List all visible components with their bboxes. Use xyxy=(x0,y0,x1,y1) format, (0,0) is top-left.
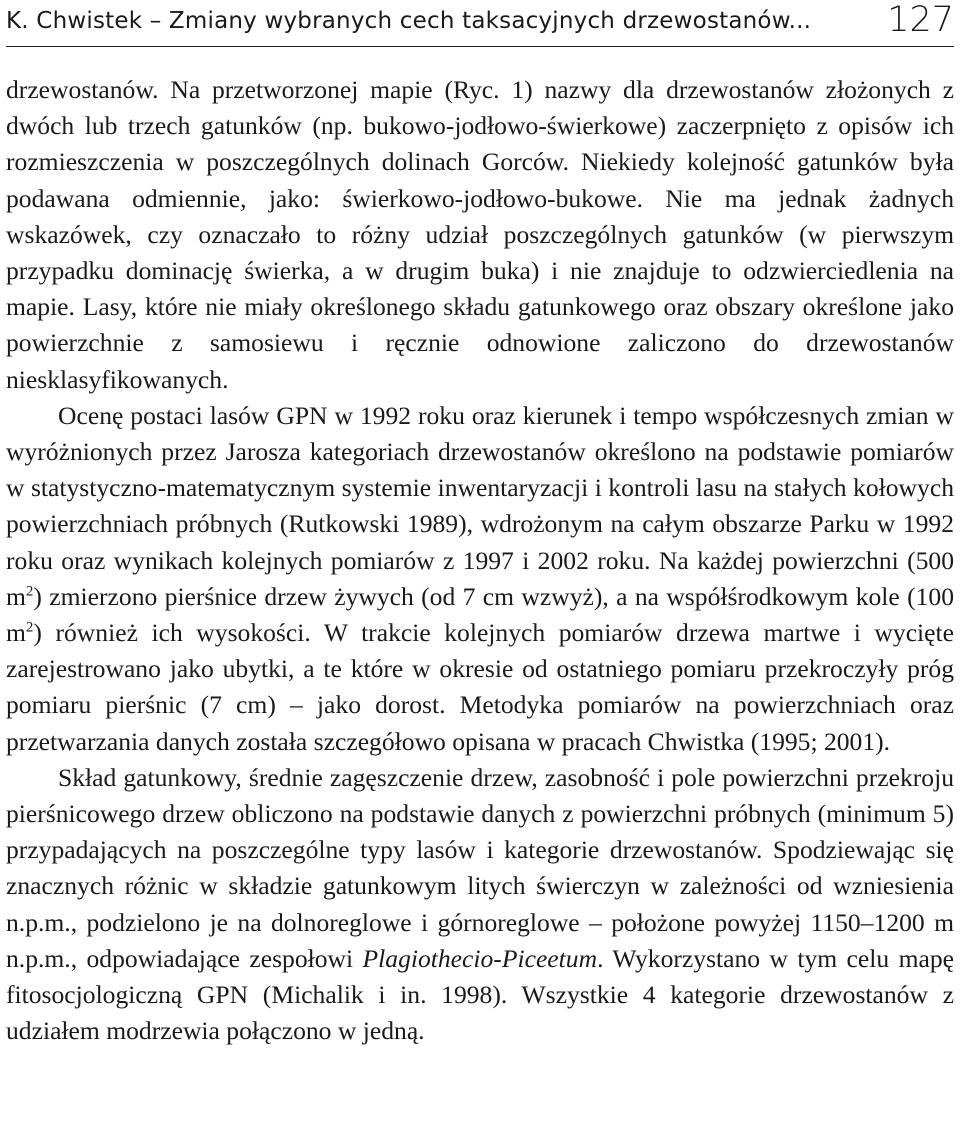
paragraph xyxy=(6,760,954,1050)
text-run: ) zmierzono pierśnice drzew żywych (od 7 cm wzwyż), a na współśrodkowym kole (100 m xyxy=(6,581,954,648)
page-number: 127 xyxy=(887,0,954,40)
paragraph xyxy=(6,398,954,760)
page-header xyxy=(6,0,954,47)
text-run: Ocenę postaci lasów GPN w 1992 roku oraz kierunek i tempo współczesnych zmian w wyróżnionych przez Jarosza kategoriach drzewostanów określono na podstawie pomiarów w statystyczno-matematycznym systemie inwentaryzacji i kontroli lasu na stałych kołowych powierzchniach próbnych (Rutkowski 1989), wdrożonym na całym obszarze Parku w 1992 roku oraz wynikach kolejnych pomiarów z 1997 i 2002 roku. Na każdej powierzchni (500 m xyxy=(6,400,954,611)
text-run: drzewostanów. Na przetworzonej mapie (Ryc. 1) nazwy dla drzewostanów złożonych z dwóch lub trzech gatunków (np. bukowo-jodłowo-świerkowe) zaczerpnięto z opisów ich rozmieszczenia w poszczególnych dolinach Gorców. Niekiedy kolejność gatunków była podawana odmiennie, jako: świerkowo-jodłowo-bukowe. Nie ma jednak żadnych wskazówek, czy oznaczało to różny udział poszczególnych gatunków (w pierwszym przypadku dominację świerka, a w drugim buka) i nie znajduje to odzwierciedlenia na mapie. Lasy, które nie miały określonego składu gatunkowego oraz obszary określone jako powierzchnie z samosiewu i ręcznie odnowione zaliczono do drzewostanów niesklasyfikowanych. xyxy=(6,75,954,394)
body-text xyxy=(6,72,954,1049)
superscript: 2 xyxy=(25,583,34,600)
italic-term: Plagiothecio-Piceetum xyxy=(362,943,598,973)
text-run: ) również ich wysokości. W trakcie kolejnych pomiarów drzewa martwe i wycięte zarejestrowano jako ubytki, a te które w okresie od ostatniego pomiaru przekroczyły próg pomiaru pierśnic (7 cm) – jako dorost. Metodyka pomiarów na powierzchniach oraz przetwarzania danych została szczegółowo opisana w pracach Chwistka (1995; 2001). xyxy=(6,618,954,756)
text-run: . Wykorzystano w tym celu mapę fitosocjologiczną GPN (Michalik i in. 1998). Wszystkie 4 kategorie drzewostanów z udziałem modrzewia połączono w jedną. xyxy=(6,943,954,1046)
text-run: Skład gatunkowy, średnie zagęszczenie drzew, zasobność i pole powierzchni przekroju pierśnicowego drzew obliczono na podstawie danych z powierzchni próbnych (minimum 5) przypadających na poszczególne typy lasów i kategorie drzewostanów. Spodziewając się znacznych różnic w składzie gatunkowym litych świerczyn w zależności od wzniesienia n.p.m., podzielono je na dolnoreglowe i górnoreglowe – położone powyżej 1150–1200 m n.p.m., odpowiadające zespołowi xyxy=(6,762,954,973)
superscript: 2 xyxy=(25,619,34,636)
paragraph xyxy=(6,72,954,398)
running-title: K. Chwistek – Zmiany wybranych cech taksacyjnych drzewostanów... xyxy=(6,8,812,34)
